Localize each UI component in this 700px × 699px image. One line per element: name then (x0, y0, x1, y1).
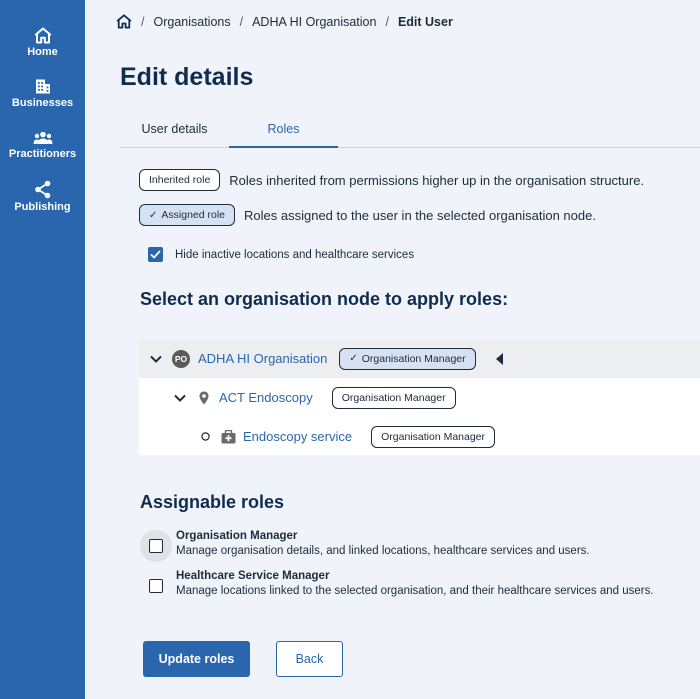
checkmark-icon (150, 250, 161, 259)
role-description: Manage organisation details, and linked locations, healthcare services and users. (176, 545, 590, 557)
assigned-role-badge (339, 348, 475, 370)
update-roles-button[interactable]: Update roles (143, 641, 250, 677)
legend-assigned (139, 204, 596, 226)
inherited-role-pill: Inherited role (139, 169, 220, 191)
tree-node-label[interactable]: Endoscopy service (243, 429, 353, 444)
chevron-down-icon[interactable] (173, 391, 187, 405)
tree-node-label[interactable]: ADHA HI Organisation (198, 351, 328, 366)
checkbox-box (149, 539, 163, 553)
main-content (85, 0, 700, 699)
organisation-avatar: PO (172, 350, 190, 368)
breadcrumb-link-organisations[interactable]: Organisations (153, 14, 231, 29)
back-button[interactable]: Back (276, 641, 343, 677)
sidebar-item-businesses[interactable] (0, 78, 85, 109)
sidebar-item-practitioners[interactable] (0, 130, 85, 160)
role-name: Organisation Manager (176, 530, 298, 542)
check-icon: ✓ (349, 353, 358, 364)
home-icon (116, 14, 132, 29)
role-description: Manage locations linked to the selected organisation, and their healthcare services and users. (176, 585, 654, 597)
tree-node-service[interactable] (139, 417, 700, 456)
sidebar-item-label: Businesses (11, 97, 74, 109)
role-option-text (176, 570, 654, 597)
sidebar-item-publishing[interactable] (0, 180, 85, 213)
role-badge-label: Organisation Manager (361, 352, 466, 365)
sidebar-item-label: Practitioners (8, 148, 77, 160)
medical-bag-icon (221, 430, 236, 444)
organisation-tree (139, 339, 700, 455)
healthcare-service-manager-checkbox[interactable] (140, 570, 172, 602)
selected-indicator-icon (496, 353, 503, 365)
sidebar-item-home[interactable] (0, 27, 85, 58)
chevron-down-icon[interactable] (149, 352, 163, 366)
breadcrumb-separator: / (385, 14, 389, 29)
role-name: Healthcare Service Manager (176, 570, 330, 582)
role-option-organisation-manager[interactable] (140, 530, 590, 562)
breadcrumb-separator: / (239, 14, 244, 29)
role-option-healthcare-service-manager[interactable] (140, 570, 654, 602)
tab-user-details[interactable]: User details (141, 122, 208, 136)
legend-inherited-text: Roles inherited from permissions higher up in the organisation structure. (229, 172, 645, 188)
building-icon (34, 78, 52, 95)
hide-inactive-label: Hide inactive locations and healthcare services (175, 248, 415, 261)
share-icon (34, 180, 52, 199)
sidebar (0, 0, 85, 699)
checkbox-box (149, 579, 163, 593)
check-icon: ✓ (149, 209, 158, 221)
tab-bar (120, 112, 700, 148)
role-option-text (176, 530, 590, 557)
leaf-node-icon (201, 432, 210, 441)
breadcrumb-separator: / (141, 14, 145, 29)
organisation-manager-checkbox[interactable] (140, 530, 172, 562)
sidebar-item-label: Publishing (14, 201, 71, 213)
inherited-role-badge: Organisation Manager (332, 387, 456, 409)
tab-roles[interactable]: Roles (229, 112, 338, 148)
tree-node-label[interactable]: ACT Endoscopy (219, 390, 313, 405)
inherited-role-badge: Organisation Manager (371, 426, 495, 448)
breadcrumb-home[interactable] (116, 14, 132, 29)
breadcrumb-link-organisation[interactable]: ADHA HI Organisation (252, 14, 377, 29)
people-icon (33, 130, 53, 146)
breadcrumb-current: Edit User (397, 14, 453, 29)
assignable-roles-heading: Assignable roles (140, 492, 285, 512)
tree-node-location[interactable] (139, 378, 700, 417)
legend-inherited (139, 169, 644, 191)
assigned-role-pill-label: Assigned role (161, 209, 226, 221)
legend-assigned-text: Roles assigned to the user in the selected organisation node. (244, 207, 596, 223)
assigned-role-pill (139, 204, 235, 226)
sidebar-item-label: Home (27, 46, 58, 58)
hide-inactive-option[interactable] (148, 247, 414, 262)
page-title: Edit details (120, 63, 254, 91)
breadcrumb (116, 14, 453, 29)
home-icon (34, 27, 52, 44)
hide-inactive-checkbox[interactable] (148, 247, 163, 262)
tree-heading: Select an organisation node to apply roles: (140, 289, 509, 309)
tree-node-organisation[interactable] (139, 339, 700, 378)
location-pin-icon (199, 391, 209, 405)
